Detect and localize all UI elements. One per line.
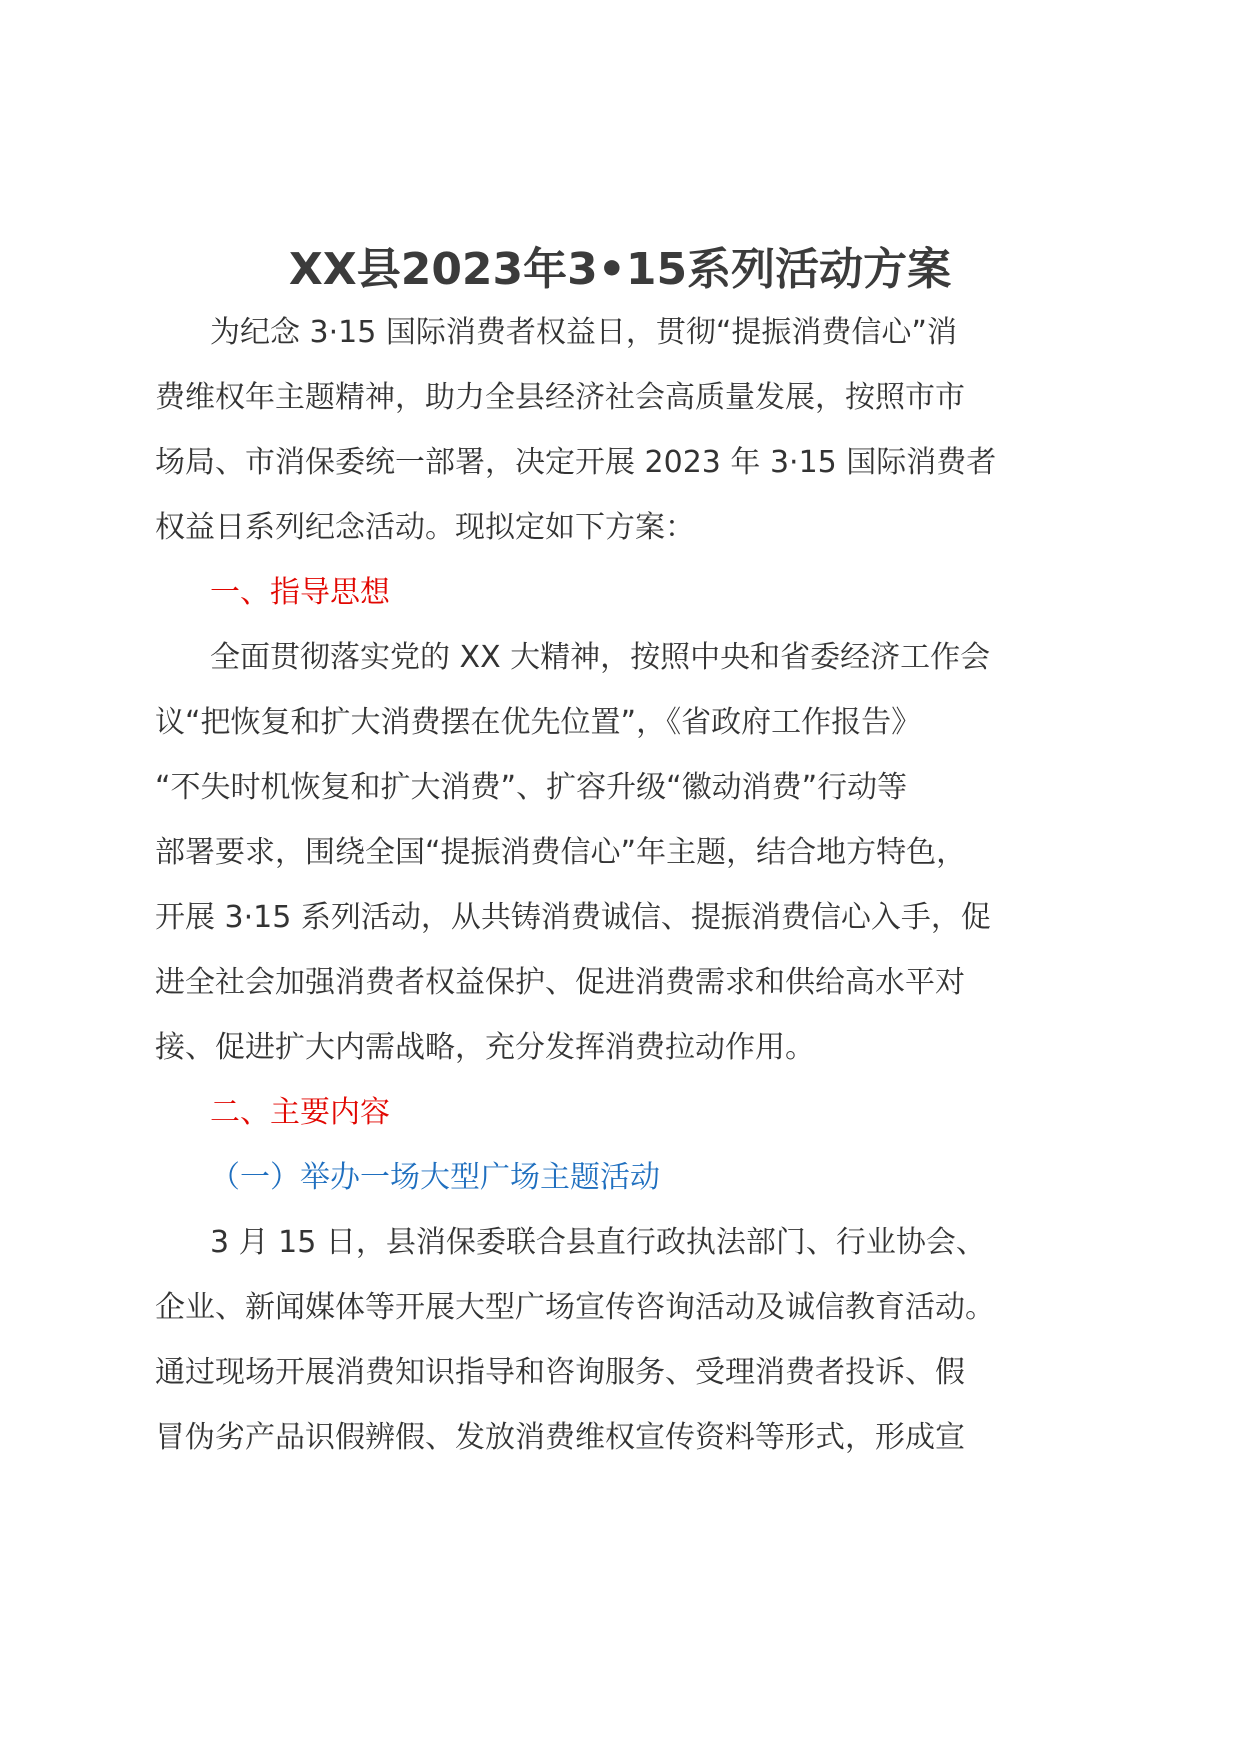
text-line: 全面贯彻落实党的 XX 大精神，按照中央和省委经济工作会 xyxy=(210,640,991,675)
section-heading: 一、指导思想 xyxy=(210,575,390,610)
guiding-thought-paragraph xyxy=(155,625,1090,1080)
text-line: 权益日系列纪念活动。现拟定如下方案： xyxy=(155,510,695,545)
text-line: 开展 3·15 系列活动，从共铸消费诚信、提振消费信心入手，促 xyxy=(155,900,991,935)
text-line: 接、促进扩大内需战略，充分发挥消费拉动作用。 xyxy=(155,1030,815,1065)
text-line: 企业、新闻媒体等开展大型广场宣传咨询活动及诚信教育活动。 xyxy=(155,1290,995,1325)
text-line: 为纪念 3·15 国际消费者权益日，贯彻“提振消费信心”消 xyxy=(210,315,957,350)
text-line: 3 月 15 日，县消保委联合县直行政执法部门、行业协会、 xyxy=(210,1225,986,1260)
document-title: XX县2023年3•15系列活动方案 xyxy=(288,244,952,295)
text-line: 部署要求，围绕全国“提振消费信心”年主题，结合地方特色， xyxy=(155,835,967,870)
text-line: 冒伪劣产品识假辨假、发放消费维权宣传资料等形式，形成宣 xyxy=(155,1420,965,1455)
text-line: 进全社会加强消费者权益保护、促进消费需求和供给高水平对 xyxy=(155,965,965,1000)
subsection-heading: （一）举办一场大型广场主题活动 xyxy=(210,1160,660,1195)
text-line: “不失时机恢复和扩大消费”、扩容升级“徽动消费”行动等 xyxy=(155,770,908,805)
text-line: 通过现场开展消费知识指导和咨询服务、受理消费者投诉、假 xyxy=(155,1355,965,1390)
section-heading: 二、主要内容 xyxy=(210,1095,390,1130)
text-line: 场局、市消保委统一部署，决定开展 2023 年 3·15 国际消费者 xyxy=(155,445,997,480)
document-body xyxy=(155,300,1090,1470)
activity-paragraph xyxy=(155,1210,1090,1470)
intro-paragraph xyxy=(155,300,1090,560)
text-line: 费维权年主题精神，助力全县经济社会高质量发展，按照市市 xyxy=(155,380,965,415)
text-line: 议“把恢复和扩大消费摆在优先位置”，《省政府工作报告》 xyxy=(155,705,922,740)
